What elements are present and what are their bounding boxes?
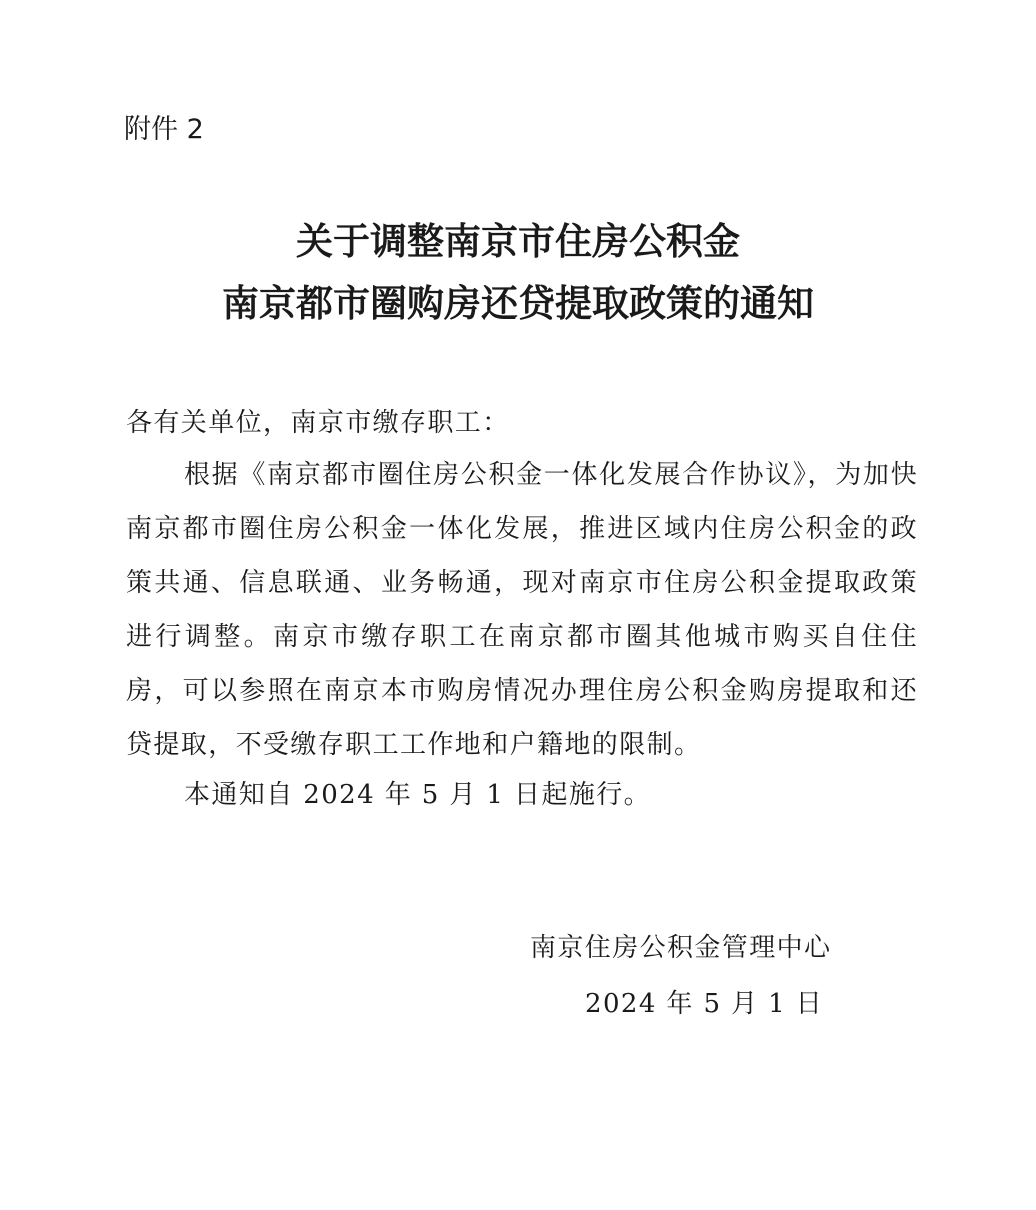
salutation: 各有关单位，南京市缴存职工： [126,408,510,438]
attachment-label: 附件 2 [124,114,204,145]
document-title-line-2: 南京都市圈购房还贷提取政策的通知 [222,281,814,325]
effective-date-paragraph: 本通知自 2024 年 5 月 1 日起施行。 [184,780,652,810]
signature-date: 2024 年 5 月 1 日 [585,989,824,1019]
main-paragraph: 根据《南京都市圈住房公积金一体化发展合作协议》，为加快南京都市圈住房公积金一体化发展，推进区域内住房公积金的政策共通、信息联通、业务畅通，现对南京市住房公积金提取政策进行调整。南京市缴存职工在南京都市圈其他城市购买自住住房，可以参照在南京本市购房情况办理住房公积金购房提取和还贷提取，不受缴存职工工作地和户籍地的限制。 [126,460,918,760]
document-title-line-1: 关于调整南京市住房公积金 [296,219,740,263]
signature-organization: 南京住房公积金管理中心 [530,933,832,963]
